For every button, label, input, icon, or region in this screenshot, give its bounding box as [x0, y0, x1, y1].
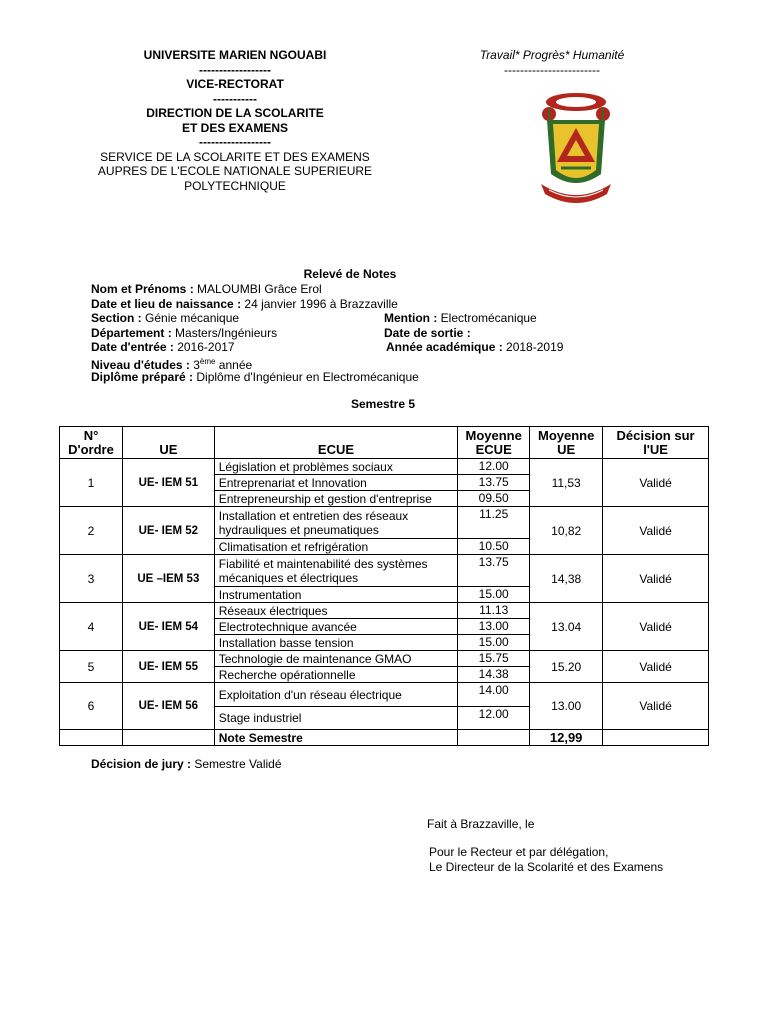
service-line-1: SERVICE DE LA SCOLARITE ET DES EXAMENS	[100, 149, 370, 164]
motto: Travail* Progrès* Humanité	[479, 48, 625, 62]
ecue-name: Entreprenariat et Innovation	[214, 475, 457, 491]
grades-table	[59, 426, 709, 746]
year-label: Année académique :	[386, 340, 503, 355]
table-body	[60, 459, 709, 730]
table-header-row	[60, 427, 709, 459]
service-line-2: AUPRES DE L'ECOLE NATIONALE SUPERIEURE	[97, 164, 373, 178]
table-row	[60, 459, 709, 475]
motto-header	[452, 48, 652, 77]
table-row	[60, 603, 709, 619]
total-empty-cell	[458, 730, 530, 746]
ecue-name: Recherche opérationnelle	[214, 667, 457, 683]
order-number: 1	[60, 459, 123, 507]
vice-rectorat: VICE-RECTORAT	[186, 77, 284, 91]
ecue-grade: 13.75	[458, 555, 530, 587]
total-row	[60, 730, 709, 746]
student-info	[91, 282, 691, 384]
ue-code: UE- IEM 54	[122, 603, 214, 651]
info-row-dept	[91, 326, 691, 341]
ecue-grade: 14.00	[458, 683, 530, 707]
document-title: Relevé de Notes	[303, 267, 397, 281]
separator: -----------	[213, 91, 257, 106]
ue-average: 13.04	[530, 603, 603, 651]
info-row-name	[91, 282, 691, 297]
ue-decision: Validé	[603, 459, 709, 507]
section-label: Section :	[91, 311, 142, 326]
birth-label: Date et lieu de naissance :	[91, 296, 242, 311]
direction-line-2: ET DES EXAMENS	[181, 120, 289, 135]
entry-label: Date d'entrée :	[91, 340, 174, 355]
col-header-avg-ecue: Moyenne ECUE	[458, 427, 530, 459]
total-label: Note Semestre	[214, 730, 457, 746]
order-number: 6	[60, 683, 123, 730]
birth-value: 24 janvier 1996 à Brazzaville	[241, 296, 398, 311]
total-empty-cell	[60, 730, 123, 746]
ecue-name: Stage industriel	[214, 707, 457, 730]
col-header-ecue: ECUE	[214, 427, 457, 459]
signature-block	[429, 845, 663, 874]
mention-value: Electromécanique	[437, 311, 537, 326]
order-number: 3	[60, 555, 123, 603]
ecue-name: Réseaux électriques	[214, 603, 457, 619]
ue-decision: Validé	[603, 683, 709, 730]
student-name: MALOUMBI Grâce Erol	[193, 282, 322, 296]
order-number: 5	[60, 651, 123, 683]
ecue-name: Technologie de maintenance GMAO	[214, 651, 457, 667]
name-label: Nom et Prénoms :	[91, 282, 194, 296]
ecue-grade: 12.00	[458, 459, 530, 475]
section-value: Génie mécanique	[141, 311, 240, 326]
ecue-name: Instrumentation	[214, 587, 457, 603]
total-value: 12,99	[530, 730, 603, 746]
table-row	[60, 683, 709, 707]
ecue-name: Entrepreneurship et gestion d'entreprise	[214, 491, 457, 507]
ecue-grade: 13.00	[458, 619, 530, 635]
level-number: 3	[189, 357, 200, 372]
ecue-name: Exploitation d'un réseau électrique	[214, 683, 457, 707]
table-row	[60, 555, 709, 587]
semester-title: Semestre 5	[350, 397, 416, 411]
university-name: UNIVERSITE MARIEN NGOUABI	[143, 48, 327, 62]
direction-line-1: DIRECTION DE LA SCOLARITE	[146, 106, 324, 120]
info-row-level	[91, 355, 691, 370]
ecue-name: Electrotechnique avancée	[214, 619, 457, 635]
table-row	[60, 651, 709, 667]
ecue-grade: 11.13	[458, 603, 530, 619]
dept-value: Masters/Ingénieurs	[171, 325, 278, 340]
order-number: 2	[60, 507, 123, 555]
ecue-grade: 12.00	[458, 707, 530, 730]
info-row-section	[91, 311, 691, 326]
ecue-grade: 14.38	[458, 667, 530, 683]
ecue-name: Installation basse tension	[214, 635, 457, 651]
entry-value: 2016-2017	[173, 340, 235, 355]
ecue-grade: 15.75	[458, 651, 530, 667]
ecue-grade: 15.00	[458, 635, 530, 651]
order-number: 4	[60, 603, 123, 651]
ecue-name: Climatisation et refrigération	[214, 539, 457, 555]
ue-code: UE- IEM 52	[122, 507, 214, 555]
total-empty-cell	[603, 730, 709, 746]
ecue-grade: 10.50	[458, 539, 530, 555]
ecue-grade: 13.75	[458, 475, 530, 491]
year-value: 2018-2019	[502, 340, 564, 355]
ue-average: 10,82	[530, 507, 603, 555]
separator: ------------------------	[504, 62, 600, 77]
jury-value: Semestre Validé	[191, 757, 282, 771]
service-line-3: POLYTECHNIQUE	[184, 178, 286, 193]
info-row-entry	[91, 340, 691, 355]
info-row-diploma	[91, 370, 691, 385]
exit-label: Date de sortie :	[384, 325, 471, 340]
separator: ------------------	[199, 135, 271, 149]
institution-header	[85, 48, 385, 193]
ecue-grade: 11.25	[458, 507, 530, 539]
ue-decision: Validé	[603, 651, 709, 683]
jury-decision	[91, 757, 282, 771]
ue-decision: Validé	[603, 555, 709, 603]
ue-average: 14,38	[530, 555, 603, 603]
ecue-grade: 15.00	[458, 587, 530, 603]
separator: ------------------	[199, 62, 271, 77]
level-superscript: ème	[199, 356, 216, 366]
dept-label: Département :	[91, 325, 172, 340]
level-rest: année	[215, 357, 253, 372]
col-header-decision: Décision sur l'UE	[603, 427, 709, 459]
ue-code: UE- IEM 56	[122, 683, 214, 730]
diploma-label: Diplôme préparé :	[91, 369, 194, 384]
ue-decision: Validé	[603, 507, 709, 555]
col-header-num: N° D'ordre	[60, 427, 123, 459]
ecue-name: Installation et entretien des réseaux hydrauliques et pneumatiques	[214, 507, 457, 539]
university-seal-icon	[535, 88, 617, 208]
ecue-name: Fiabilité et maintenabilité des systèmes mécaniques et électriques	[214, 555, 457, 587]
ue-average: 13.00	[530, 683, 603, 730]
ue-average: 11,53	[530, 459, 603, 507]
level-label: Niveau d'études :	[91, 357, 190, 372]
mention-label: Mention :	[384, 311, 438, 326]
ue-code: UE –IEM 53	[122, 555, 214, 603]
diploma-value: Diplôme d'Ingénieur en Electromécanique	[193, 369, 419, 384]
info-row-birth	[91, 297, 691, 312]
signature-line-1: Pour le Recteur et par délégation,	[429, 845, 609, 859]
ecue-grade: 09.50	[458, 491, 530, 507]
col-header-ue: UE	[122, 427, 214, 459]
ecue-name: Législation et problèmes sociaux	[214, 459, 457, 475]
jury-label: Décision de jury :	[91, 757, 192, 771]
ue-average: 15.20	[530, 651, 603, 683]
col-header-avg-ue: Moyenne UE	[530, 427, 603, 459]
place-date: Fait à Brazzaville, le	[427, 817, 535, 831]
ue-decision: Validé	[603, 603, 709, 651]
table-row	[60, 507, 709, 539]
ue-code: UE- IEM 51	[122, 459, 214, 507]
ue-code: UE- IEM 55	[122, 651, 214, 683]
signature-line-2: Le Directeur de la Scolarité et des Examens	[429, 859, 664, 874]
total-empty-cell	[122, 730, 214, 746]
